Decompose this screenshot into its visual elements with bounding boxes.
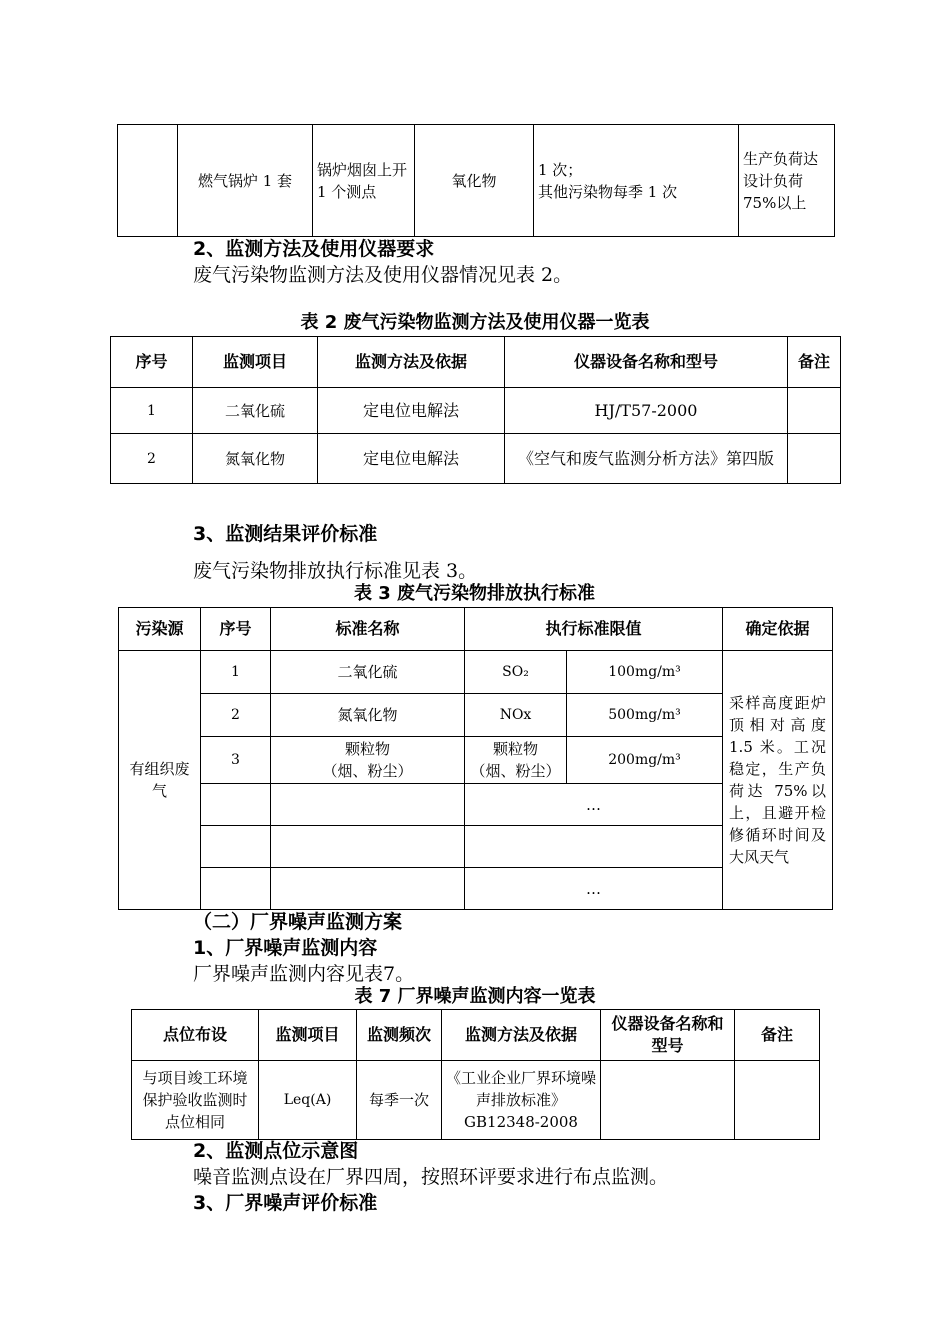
t2-r1-method: 定电位电解法 bbox=[318, 388, 505, 434]
noise-section-heading: （二）厂界噪声监测方案 bbox=[193, 911, 403, 933]
t3-r6-limit: … bbox=[465, 868, 723, 910]
t3-header-source: 污染源 bbox=[119, 608, 201, 651]
t3-r2-name: 氮氧化物 bbox=[271, 694, 465, 737]
t3-r5-no bbox=[201, 826, 271, 868]
table2-caption: 表 2 废气污染物监测方法及使用仪器一览表 bbox=[300, 312, 650, 333]
t7-method bbox=[442, 1061, 601, 1140]
t2-header-note: 备注 bbox=[788, 337, 841, 388]
t3-r3-name bbox=[271, 737, 465, 784]
t7-header-location: 点位布设 bbox=[132, 1010, 259, 1061]
t3-r6-name bbox=[271, 868, 465, 910]
t3-header-basis: 确定依据 bbox=[723, 608, 833, 651]
table7-caption: 表 7 厂界噪声监测内容一览表 bbox=[354, 986, 596, 1007]
t3-r3-no: 3 bbox=[201, 737, 271, 784]
top-cell-condition: 生产负荷达设计负荷 75%以上 bbox=[739, 125, 835, 237]
table3 bbox=[118, 607, 833, 910]
t7-header-note: 备注 bbox=[735, 1010, 820, 1061]
t3-r3-name-line1: 颗粒物 bbox=[344, 740, 390, 758]
t3-r3-limit: 200mg/m³ bbox=[567, 737, 723, 784]
t3-source: 有组织废气 bbox=[119, 651, 201, 910]
noise-sub3-heading: 3、厂界噪声评价标准 bbox=[193, 1192, 378, 1214]
sec3-para: 废气污染物排放执行标准见表 3。 bbox=[193, 560, 478, 582]
t2-r1-no: 1 bbox=[111, 388, 193, 434]
t7-header-method: 监测方法及依据 bbox=[442, 1010, 601, 1061]
t3-basis: 采样高度距炉顶相对高度 1.5 米。工况稳定，生产负荷达 75%以上，且避开检修循环时间及大风天气 bbox=[723, 651, 833, 910]
noise-para2: 噪音监测点设在厂界四周，按照环评要求进行布点监测。 bbox=[193, 1166, 669, 1188]
t3-r1-item: SO₂ bbox=[465, 651, 567, 694]
noise-para1: 厂界噪声监测内容见表7。 bbox=[193, 963, 415, 985]
t3-r2-item: NOx bbox=[465, 694, 567, 737]
t2-header-instrument: 仪器设备名称和型号 bbox=[505, 337, 788, 388]
t2-r1-note bbox=[788, 388, 841, 434]
sec2-para: 废气污染物监测方法及使用仪器情况见表 2。 bbox=[193, 264, 573, 286]
t3-r5-limit bbox=[465, 826, 723, 868]
top-cell-pollutant: 氧化物 bbox=[415, 125, 534, 237]
t2-header-method: 监测方法及依据 bbox=[318, 337, 505, 388]
t2-header-item: 监测项目 bbox=[193, 337, 318, 388]
t3-r1-no: 1 bbox=[201, 651, 271, 694]
t3-header-name: 标准名称 bbox=[271, 608, 465, 651]
t7-method-line1: 《工业企业厂界环境噪声排放标准》 bbox=[446, 1069, 597, 1109]
table2 bbox=[110, 336, 841, 484]
table-row bbox=[132, 1061, 820, 1140]
t7-location: 与项目竣工环境保护验收监测时点位相同 bbox=[132, 1061, 259, 1140]
table7 bbox=[131, 1009, 820, 1140]
t3-r4-limit: … bbox=[465, 784, 723, 826]
t7-note bbox=[735, 1061, 820, 1140]
t2-r2-note bbox=[788, 434, 841, 484]
noise-sub2-heading: 2、监测点位示意图 bbox=[193, 1140, 359, 1162]
t7-header-item: 监测项目 bbox=[259, 1010, 357, 1061]
t3-r1-name: 二氧化硫 bbox=[271, 651, 465, 694]
sec2-heading: 2、监测方法及使用仪器要求 bbox=[193, 238, 435, 260]
t2-r1-instrument: HJ/T57-2000 bbox=[505, 388, 788, 434]
t3-r4-no bbox=[201, 784, 271, 826]
sec3-heading: 3、监测结果评价标准 bbox=[193, 523, 378, 545]
top-cell-equipment: 燃气锅炉 1 套 bbox=[178, 125, 313, 237]
table3-caption: 表 3 废气污染物排放执行标准 bbox=[353, 583, 596, 604]
t3-r2-limit: 500mg/m³ bbox=[567, 694, 723, 737]
t3-header-limit: 执行标准限值 bbox=[465, 608, 723, 651]
t2-r2-no: 2 bbox=[111, 434, 193, 484]
t3-header-no: 序号 bbox=[201, 608, 271, 651]
noise-sub1-heading: 1、厂界噪声监测内容 bbox=[193, 937, 378, 959]
t7-header-instrument: 仪器设备名称和型号 bbox=[601, 1010, 735, 1061]
t2-r2-item: 氮氧化物 bbox=[193, 434, 318, 484]
t2-r2-instrument: 《空气和废气监测分析方法》第四版 bbox=[505, 434, 788, 484]
t2-r1-item: 二氧化硫 bbox=[193, 388, 318, 434]
top-freq-line2: 其他污染物每季 1 次 bbox=[538, 182, 678, 201]
top-freq-line1: 1 次； bbox=[538, 160, 583, 179]
t3-r4-name bbox=[271, 784, 465, 826]
table-row bbox=[111, 434, 841, 484]
t2-header-no: 序号 bbox=[111, 337, 193, 388]
t3-r3-name-line2: （烟、粉尘） bbox=[322, 762, 413, 780]
top-cell-point: 锅炉烟囱上开 1 个测点 bbox=[313, 125, 415, 237]
t3-r6-no bbox=[201, 868, 271, 910]
t3-r5-name bbox=[271, 826, 465, 868]
t3-r2-no: 2 bbox=[201, 694, 271, 737]
table-row bbox=[119, 651, 833, 694]
top-cell-frequency bbox=[534, 125, 739, 237]
table-row bbox=[111, 388, 841, 434]
top-cell-empty bbox=[118, 125, 178, 237]
t7-instrument bbox=[601, 1061, 735, 1140]
t3-r1-limit: 100mg/m³ bbox=[567, 651, 723, 694]
t3-r3-item bbox=[465, 737, 567, 784]
t3-r3-item-line2: （烟、粉尘） bbox=[470, 762, 561, 780]
t2-r2-method: 定电位电解法 bbox=[318, 434, 505, 484]
t7-freq: 每季一次 bbox=[357, 1061, 442, 1140]
top-table bbox=[117, 124, 835, 237]
t7-method-line2: GB12348-2008 bbox=[464, 1113, 578, 1131]
t7-item: Leq(A) bbox=[259, 1061, 357, 1140]
t3-r3-item-line1: 颗粒物 bbox=[492, 740, 538, 758]
t7-header-freq: 监测频次 bbox=[357, 1010, 442, 1061]
